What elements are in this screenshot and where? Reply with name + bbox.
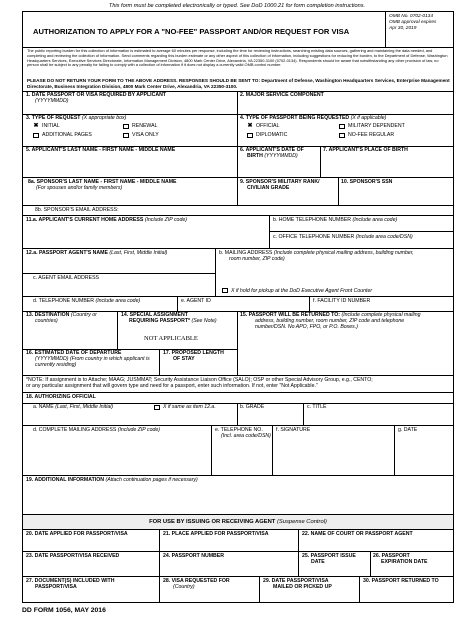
hold-for-pickup-checkbox[interactable]	[222, 288, 228, 293]
field-1-hint: (YYYYMMDD)	[35, 98, 69, 104]
no-fee-regular-option-label: NO-FEE REGULAR	[348, 132, 395, 138]
sponsor-email-input[interactable]	[133, 206, 453, 214]
field-10-label: 10. SPONSOR'S SSN	[341, 179, 393, 185]
renewal-option-label: RENEWAL	[132, 123, 158, 129]
field-9-label-line2: CIVILIAN GRADE	[247, 185, 290, 191]
field-11c-label: c. OFFICE TELEPHONE NUMBER (Include area code/DSN)	[273, 234, 413, 240]
field-15-label: 15. PASSPORT WILL BE RETURNED TO: (Include complete physical mailing	[240, 312, 421, 318]
applicant-name-input[interactable]	[23, 160, 237, 176]
initial-option-label: INITIAL	[42, 123, 60, 129]
field-13-label: 13. DESTINATION (Country or	[26, 312, 97, 318]
field-18e-label: e. TELEPHONE NO.	[215, 427, 263, 433]
field-29-label-line2: MAILED OR PICKED UP	[273, 584, 332, 590]
field-9-label: 9. SPONSOR'S MILITARY RANK/	[240, 179, 320, 185]
field-14-label-line2: REQUIRING PASSPORT* (See Note)	[129, 318, 217, 324]
field-6-label: 6. APPLICANT'S DATE OF	[240, 147, 304, 153]
additional-info-input[interactable]	[23, 486, 453, 512]
hold-for-pickup-label: X if hold for pickup at the DoD Executive Agent Front Counter	[231, 288, 373, 294]
field-25-label-line2: DATE	[311, 559, 325, 565]
field-22-label: 22. NAME OF COURT OR PASSPORT AGENT	[302, 531, 413, 537]
field-26-label-line2: EXPIRATION DATE	[381, 559, 428, 565]
field-2-label: 2. MAJOR SERVICE COMPONENT	[240, 92, 324, 98]
field-14-label: 14. SPECIAL ASSIGNMENT	[121, 312, 188, 318]
field-3-label: 3. TYPE OF REQUEST (X appropriate box)	[26, 115, 127, 121]
field-29-label: 29. DATE PASSPORT/VISA	[263, 578, 329, 584]
field-12b-hint: room number, ZIP code)	[229, 256, 285, 262]
field-27-label-line2: PASSPORT/VISA	[35, 584, 77, 590]
note-line-1: *NOTE: If assignment is to Attache; MAAG; JUSMMAT; Security Assistance Liaison Office (SALO); OSP or other Special Advisory Group, e.g., CENTO;	[26, 377, 373, 383]
home-address-input[interactable]	[23, 226, 269, 247]
field-17-label: 17. PROPOSED LENGTH	[163, 350, 224, 356]
applicant-birthplace-input[interactable]	[321, 160, 453, 176]
field-30-label: 30. PASSPORT RETURNED TO	[363, 578, 439, 584]
field-21-label: 21. PLACE APPLIED FOR PASSPORT/VISA	[163, 531, 269, 537]
visa-only-option-label: VISA ONLY	[132, 132, 159, 138]
field-16-label: 16. ESTIMATED DATE OF DEPARTURE	[26, 350, 122, 356]
field-18e-hint: (Incl. area code/DSN)	[221, 433, 271, 439]
visa-only-checkbox[interactable]	[123, 133, 129, 138]
dd-form-1056	[22, 11, 454, 603]
field-20-label: 20. DATE APPLIED FOR PASSPORT/VISA	[26, 531, 128, 537]
additional-pages-option-label: ADDITIONAL PAGES	[42, 132, 92, 138]
military-dependent-checkbox[interactable]	[339, 124, 345, 129]
military-dependent-option-label: MILITARY DEPENDENT	[348, 123, 405, 129]
field-12b-label: b. MAILING ADDRESS (Include complete physical mailing address, building number,	[219, 250, 414, 256]
field-28-label: 28. VISA REQUESTED FOR	[163, 578, 230, 584]
field-8b-label: 8b. SPONSOR'S EMAIL ADDRESS:	[35, 207, 119, 213]
field-25-label: 25. PASSPORT ISSUE	[302, 553, 356, 559]
special-assignment-value[interactable]: NOT APPLICABLE	[144, 335, 198, 342]
field-11a-label: 11.a. APPLICANT'S CURRENT HOME ADDRESS (Include ZIP code)	[26, 217, 187, 223]
form-number-footer: DD FORM 1056, MAY 2016	[22, 607, 106, 614]
official-checkbox[interactable]: ✖	[247, 123, 253, 129]
field-27-label: 27. DOCUMENT(S) INCLUDED WITH	[26, 578, 115, 584]
field-8a-label: 8a. SPONSOR'S LAST NAME - FIRST NAME - MIDDLE NAME	[28, 179, 177, 185]
omb-info: OMB No. 0702-0134 OMB approval expires Apr 30, 2019	[389, 14, 437, 31]
additional-pages-checkbox[interactable]	[33, 133, 39, 138]
field-26-label: 26. PASSPORT	[373, 553, 410, 559]
major-service-component-input[interactable]	[238, 102, 453, 114]
same-as-12a-label: X if same as item 12.a.	[163, 404, 216, 410]
field-18g-label: g. DATE	[398, 427, 418, 433]
applicant-dob-input[interactable]	[238, 162, 320, 176]
field-11b-label: b. HOME TELEPHONE NUMBER (Include area code)	[273, 217, 398, 223]
field-18d-label: d. COMPLETE MAILING ADDRESS (Include ZIP code)	[33, 427, 160, 433]
form-completion-note: This form must be completed electronically or typed. See DoD 1000.21 for form completion instructions.	[108, 3, 366, 9]
field-7-label: 7. APPLICANT'S PLACE OF BIRTH	[323, 147, 408, 153]
field-12d-label: d. TELEPHONE NUMBER (Include area code)	[33, 298, 141, 304]
field-6-label-line2: BIRTH (YYYYMMDD)	[247, 153, 298, 159]
field-12a-label: 12.a. PASSPORT AGENT'S NAME (Last, First, Middle Initial)	[26, 250, 168, 256]
field-1-label: 1. DATE PASSPORT OR VISA REQUIRED BY APPLICANT	[26, 92, 166, 98]
date-required-input[interactable]	[23, 104, 237, 114]
renewal-checkbox[interactable]	[123, 124, 129, 129]
field-13-hint: countries)	[35, 318, 58, 324]
field-19-label: 19. ADDITIONAL INFORMATION (Attach continuation pages if necessary)	[26, 477, 198, 483]
field-8a-hint: (For spouses and/or family members)	[36, 185, 123, 191]
note-line-2: or any particular assignment that will govern type and need for a passport, enter such information. If not, enter "Not Applicable."	[26, 383, 318, 389]
field-18f-label: f. SIGNATURE	[276, 427, 311, 433]
return-address-statement: PLEASE DO NOT RETURN YOUR FORM TO THE ABOVE ADDRESS. RESPONSES SHOULD BE SENT TO: Department of Defense, Washington Headquarters Services, Enterprise Management Directorate, Business Integration Division, 4800 Mark Center Drive, Alexandria, VA 22350-3100.	[27, 78, 450, 89]
field-23-label: 23. DATE PASSPORT/VISA RECEIVED	[26, 553, 120, 559]
field-28-hint: (Country)	[173, 584, 195, 590]
diplomatic-checkbox[interactable]	[247, 133, 253, 138]
form-title: AUTHORIZATION TO APPLY FOR A "NO-FEE" PASSPORT AND/OR REQUEST FOR VISA	[33, 27, 350, 36]
field-16-hint-line3: currently residing)	[35, 362, 77, 368]
field-4-label: 4. TYPE OF PASSPORT BEING REQUESTED (X if applicable)	[240, 115, 387, 121]
field-17-label-line2: OF STAY	[173, 356, 195, 362]
diplomatic-option-label: DIPLOMATIC	[256, 132, 288, 138]
burden-statement: The public reporting burden for this collection of information is estimated to average 60 minutes per response, including the time for reviewing instructions, searching existing data sources, gathering and maintaining the data needed, and completing and reviewing the collection of information. Send comments regarding this burden estimate or any other aspect of this collection of information, including suggestions for reducing the burden, to the Department of Defense, Washington Headquarters Services, Executive Services Directorate, Information Management Division, 4800 Mark Center Drive, Alexandria, VA 22350-3100 (0702-0134). Respondents should be aware that notwithstanding any other provision of law, no person shall be subject to any penalty for failing to comply with a collection of information if it does not display a currently valid OMB control number.	[27, 48, 448, 68]
field-12c-label: c. AGENT EMAIL ADDRESS	[33, 275, 100, 281]
field-18a-label: a. NAME (Last, First, Middle Initial)	[33, 404, 114, 410]
initial-checkbox[interactable]: ✖	[33, 123, 39, 129]
field-24-label: 24. PASSPORT NUMBER	[163, 553, 225, 559]
field-18b-label: b. GRADE	[240, 404, 265, 410]
field-18c-label: c. TITLE	[307, 404, 327, 410]
field-18-label: 18. AUTHORIZING OFFICIAL	[26, 394, 96, 400]
field-15-hint-line3: number/DSN. No APO, FPO, or P.O. Boxes.)	[255, 324, 358, 330]
agent-section-header: FOR USE BY ISSUING OR RECEIVING AGENT (Suspense Control)	[149, 519, 327, 525]
field-12e-label: e. AGENT ID	[181, 298, 211, 304]
field-5-label: 5. APPLICANT'S LAST NAME - FIRST NAME - MIDDLE NAME	[26, 147, 176, 153]
same-as-12a-checkbox[interactable]	[154, 405, 160, 410]
field-16-hint: (YYYYMMDD) (From country in which applicant is	[35, 356, 150, 362]
field-12f-label: f. FACILITY ID NUMBER	[313, 298, 371, 304]
no-fee-regular-checkbox[interactable]	[339, 133, 345, 138]
field-15-hint-line2: address, building number, room number, ZIP code and telephone	[255, 318, 405, 324]
official-option-label: OFFICIAL	[256, 123, 280, 129]
